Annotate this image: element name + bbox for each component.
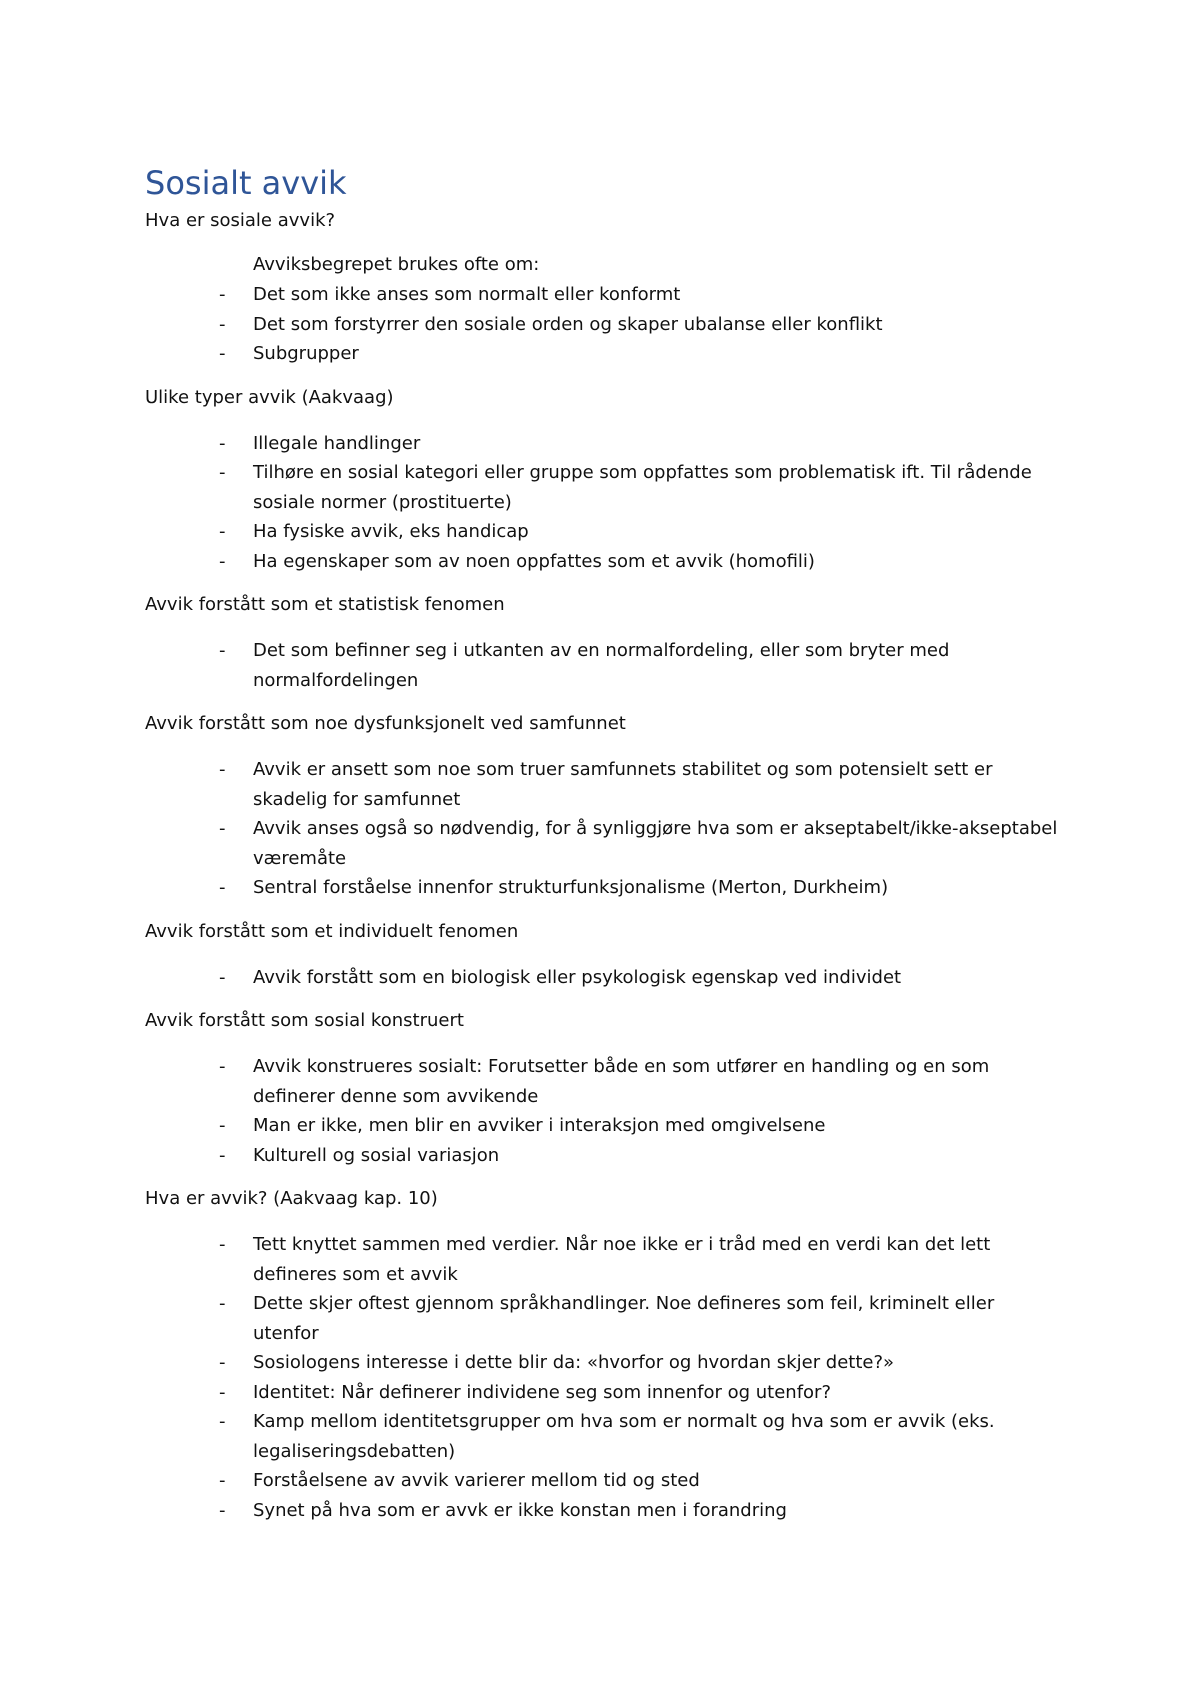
dash-bullet: - bbox=[219, 759, 226, 780]
dash-bullet: - bbox=[219, 1352, 226, 1373]
dash-bullet: - bbox=[219, 432, 226, 454]
dash-bullet: - bbox=[219, 1234, 226, 1255]
list-item bbox=[145, 280, 1065, 310]
dash-bullet: - bbox=[219, 966, 226, 988]
dash-bullet: - bbox=[219, 284, 226, 305]
list-item-text: Det som forstyrrer den sosiale orden og skaper ubalanse eller konflikt bbox=[253, 313, 883, 335]
list-item-text: Avvik anses også so nødvendig, for å synliggjøre hva som er akseptabelt/ikke-akseptabel væremåte bbox=[253, 818, 1058, 869]
list-item bbox=[145, 1289, 1065, 1348]
section-heading: Hva er avvik? (Aakvaag kap. 10) bbox=[145, 1188, 438, 1209]
list-item-text: Subgrupper bbox=[253, 343, 359, 364]
list-item bbox=[145, 963, 1065, 993]
document-title: Sosialt avvik bbox=[145, 164, 347, 202]
dash-bullet: - bbox=[219, 877, 226, 898]
dash-bullet: - bbox=[219, 1470, 226, 1491]
section-heading: Avvik forstått som sosial konstruert bbox=[145, 1010, 464, 1031]
list-item-text: Sosiologens interesse i dette blir da: «hvorfor og hvordan skjer dette?» bbox=[253, 1352, 895, 1373]
list-item bbox=[145, 1052, 1065, 1111]
list-item bbox=[145, 1230, 1065, 1289]
list-item-text: Illegale handlinger bbox=[253, 432, 421, 454]
dash-bullet: - bbox=[219, 1056, 226, 1077]
list-item bbox=[145, 873, 1065, 903]
dash-bullet: - bbox=[219, 1411, 226, 1432]
section-heading: Avvik forstått som noe dysfunksjonelt ved samfunnet bbox=[145, 713, 626, 734]
list-item-text: Ha fysiske avvik, eks handicap bbox=[253, 521, 529, 542]
list-item-text: Man er ikke, men blir en avviker i interaksjon med omgivelsene bbox=[253, 1115, 826, 1136]
bullet-list bbox=[145, 636, 1065, 695]
list-item bbox=[145, 755, 1065, 814]
dash-bullet: - bbox=[219, 640, 226, 661]
list-item-text: Dette skjer oftest gjennom språkhandlinger. Noe defineres som feil, kriminelt eller utenfor bbox=[253, 1293, 995, 1344]
dash-bullet: - bbox=[219, 343, 226, 364]
list-item bbox=[145, 339, 1065, 369]
bullet-list bbox=[145, 429, 1065, 577]
section-heading: Ulike typer avvik (Aakvaag) bbox=[145, 386, 394, 408]
dash-bullet: - bbox=[219, 1293, 226, 1314]
list-item-text: Tilhøre en sosial kategori eller gruppe som oppfattes som problematisk ift. Til rådende sosiale normer (prostituerte) bbox=[253, 462, 1032, 513]
dash-bullet: - bbox=[219, 521, 226, 542]
dash-bullet: - bbox=[219, 550, 226, 572]
list-item-text: Avvik forstått som en biologisk eller psykologisk egenskap ved individet bbox=[253, 966, 902, 988]
dash-bullet: - bbox=[219, 1381, 226, 1403]
list-item bbox=[145, 1141, 1065, 1171]
list-item-text: Kamp mellom identitetsgrupper om hva som er normalt og hva som er avvik (eks. legaliseringsdebatten) bbox=[253, 1411, 995, 1462]
list-item bbox=[145, 1111, 1065, 1141]
bullet-list bbox=[145, 755, 1065, 903]
list-item-text: Det som ikke anses som normalt eller konformt bbox=[253, 284, 681, 305]
dash-bullet: - bbox=[219, 1115, 226, 1136]
list-item bbox=[145, 547, 1065, 577]
list-item-text: Avvik konstrueres sosialt: Forutsetter både en som utfører en handling og en som definerer denne som avvikende bbox=[253, 1056, 990, 1107]
list-item-text: Avvik er ansett som noe som truer samfunnets stabilitet og som potensielt sett er skadelig for samfunnet bbox=[253, 759, 993, 810]
list-item bbox=[145, 1378, 1065, 1408]
list-item bbox=[145, 517, 1065, 547]
bullet-list bbox=[145, 280, 1065, 369]
dash-bullet: - bbox=[219, 1499, 226, 1521]
list-item-text: Kulturell og sosial variasjon bbox=[253, 1144, 500, 1166]
list-item-text: Synet på hva som er avvk er ikke konstan men i forandring bbox=[253, 1499, 787, 1521]
document-subtitle: Hva er sosiale avvik? bbox=[145, 210, 336, 231]
bullet-list bbox=[145, 1052, 1065, 1170]
list-item-text: Ha egenskaper som av noen oppfattes som et avvik (homofili) bbox=[253, 550, 815, 572]
bullet-list bbox=[145, 963, 1065, 993]
section-intro: Avviksbegrepet brukes ofte om: bbox=[253, 254, 540, 275]
dash-bullet: - bbox=[219, 313, 226, 335]
dash-bullet: - bbox=[219, 818, 226, 839]
sections-container bbox=[145, 250, 1065, 1525]
list-item-text: Tett knyttet sammen med verdier. Når noe ikke er i tråd med en verdi kan det lett defineres som et avvik bbox=[253, 1234, 991, 1285]
list-item-text: Det som befinner seg i utkanten av en normalfordeling, eller som bryter med normalfordelingen bbox=[253, 640, 950, 691]
list-item bbox=[145, 1407, 1065, 1466]
list-item bbox=[145, 636, 1065, 695]
list-item bbox=[145, 814, 1065, 873]
bullet-list bbox=[145, 1230, 1065, 1525]
list-item bbox=[145, 1496, 1065, 1526]
list-item-text: Sentral forståelse innenfor strukturfunksjonalisme (Merton, Durkheim) bbox=[253, 877, 889, 898]
list-item-text: Forståelsene av avvik varierer mellom tid og sted bbox=[253, 1470, 700, 1491]
section-heading: Avvik forstått som et individuelt fenomen bbox=[145, 920, 519, 942]
list-item bbox=[145, 1348, 1065, 1378]
section-heading: Avvik forstått som et statistisk fenomen bbox=[145, 594, 505, 615]
list-item bbox=[145, 1466, 1065, 1496]
dash-bullet: - bbox=[219, 462, 226, 483]
list-item bbox=[145, 429, 1065, 459]
dash-bullet: - bbox=[219, 1144, 226, 1166]
list-item bbox=[145, 458, 1065, 517]
list-item bbox=[145, 310, 1065, 340]
document-content bbox=[145, 160, 1065, 1539]
list-item-text: Identitet: Når definerer individene seg som innenfor og utenfor? bbox=[253, 1381, 832, 1403]
